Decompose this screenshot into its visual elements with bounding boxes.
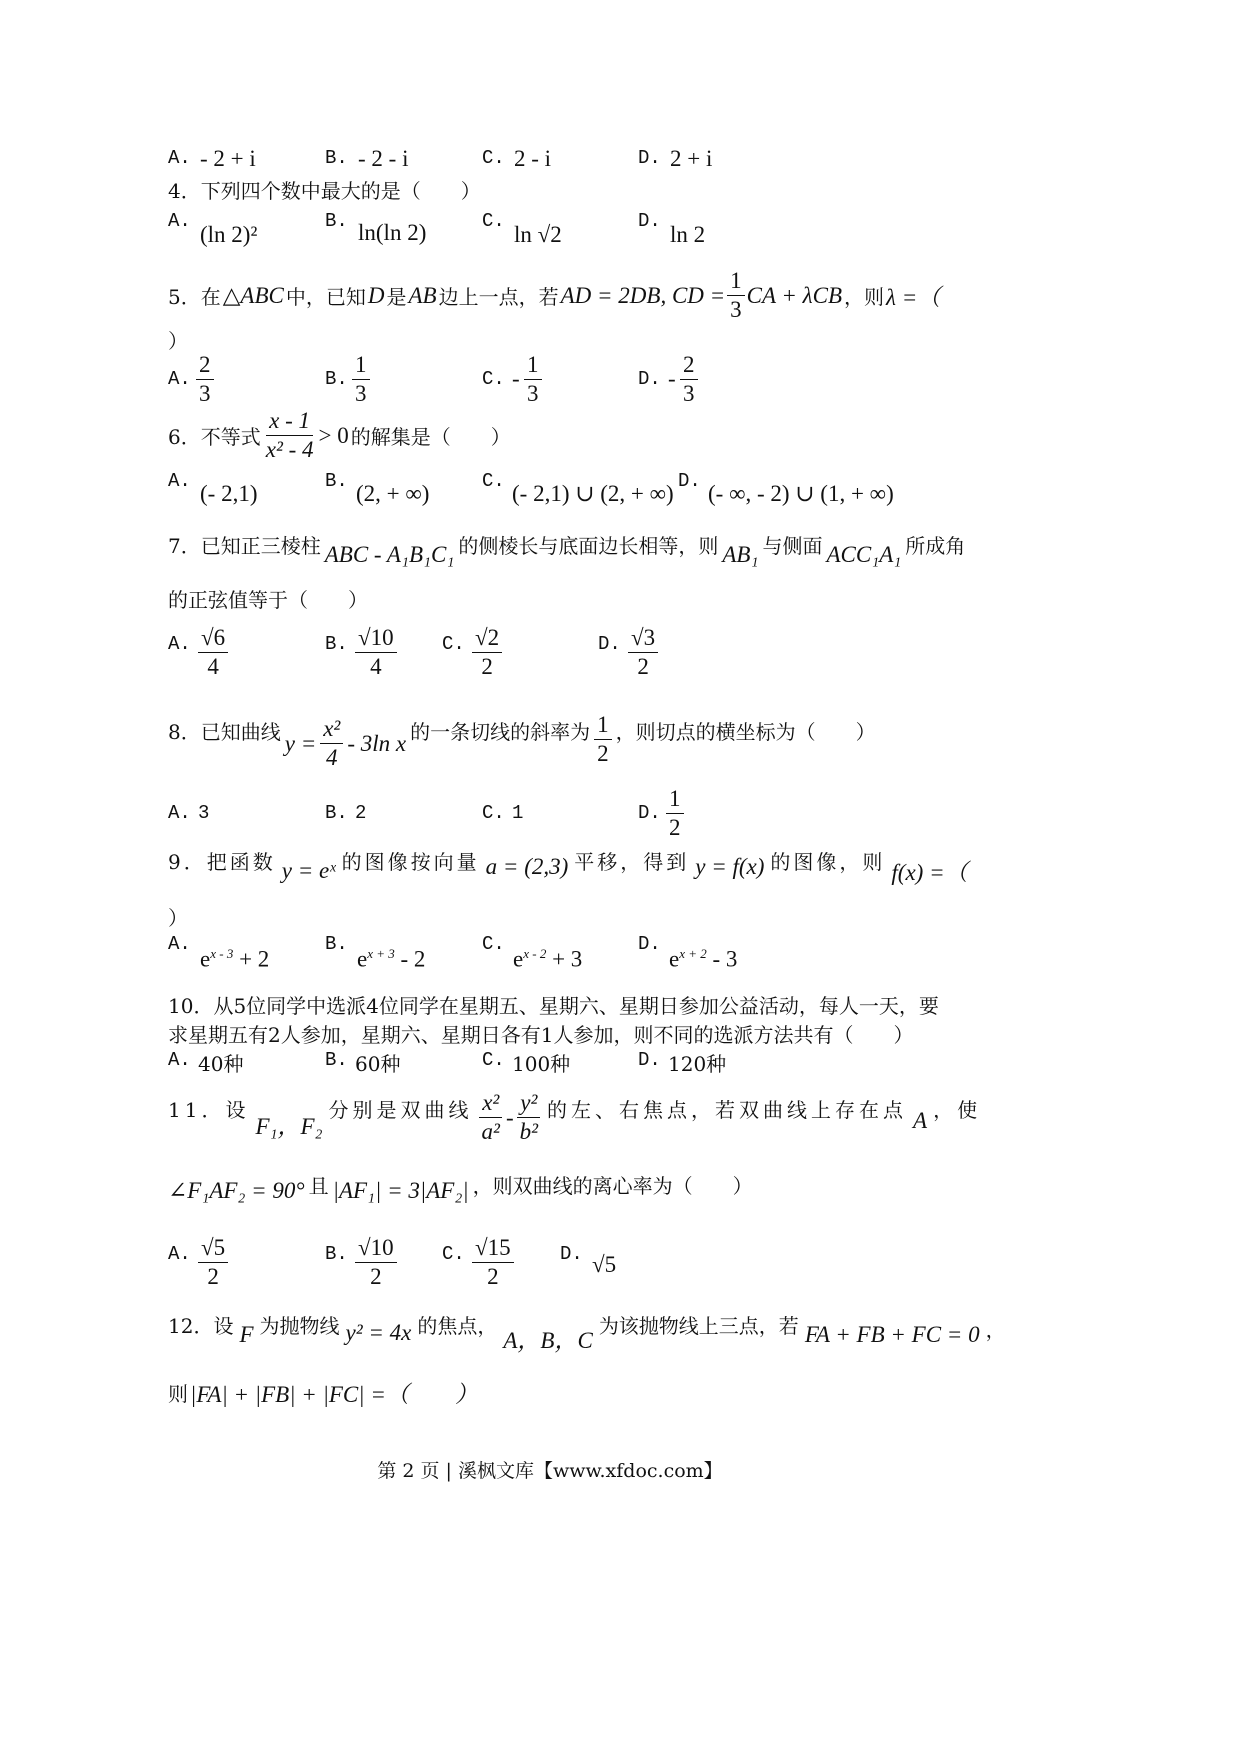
q12-text-1: 为抛物线 [259, 1314, 340, 1338]
q5-option-d-fraction: $\frac{2}{3}$ [680, 352, 698, 408]
q5-option-c-label: C. [482, 368, 505, 390]
q5-segment-ab: AB [408, 282, 437, 308]
q12-line-2 [168, 1376, 478, 1409]
q11-option-d-value: √5 [592, 1252, 617, 1277]
q8-stem [168, 712, 876, 772]
q11-text-5: ，则双曲线的离心率为（ ） [472, 1174, 753, 1198]
q6-option-b-label: B. [325, 470, 348, 492]
q6-option-c-label: C. [482, 470, 505, 492]
q8-curve [285, 716, 406, 772]
q3-option-b-value: - 2 - i [358, 146, 409, 171]
q10-option-a-value: 40种 [198, 1052, 244, 1076]
q9-option-c-value: $e^{x - 2} + 3$ [513, 946, 583, 972]
q9-text-3: 的图像，则 [770, 850, 886, 874]
q8-option-a-value: 3 [198, 802, 210, 824]
q4-option-b-value: ln(ln 2) [358, 220, 427, 245]
q5-lambda: λ =（ [886, 285, 941, 311]
q11-text-3: ，使 [933, 1098, 982, 1122]
q11-option-c-label: C. [442, 1243, 465, 1265]
q5-option-a-label: A. [168, 368, 191, 390]
q7-option-d-fraction: $\frac{√3}{2}$ [628, 625, 658, 681]
q7-edge: AB₁ [722, 541, 759, 567]
q11-point-a: A [913, 1108, 928, 1133]
q6-relation: > 0 [318, 422, 349, 448]
q11-abs: |AF₁| = 3|AF₂| [332, 1178, 469, 1203]
q11-option-c-fraction: $\frac{√15}{2}$ [472, 1235, 514, 1291]
q12-prefix: 12．设 [168, 1314, 234, 1338]
q10-line-1: 10．从5位同学中选派4位同学在星期五、星期六、星期日参加公益活动，每人一天，要 [168, 994, 939, 1018]
q8-text-2: ，则切点的横坐标为（ ） [615, 720, 876, 744]
q11-fraction-x: $\frac{\text{x²}}{\text{a²}}$ [479, 1090, 503, 1146]
q8-curve-tail: - 3ln x [347, 730, 407, 756]
q7-text-3: 所成角 [905, 534, 966, 558]
q11-fraction-y: $\frac{\text{y²}}{\text{b²}}$ [517, 1090, 541, 1146]
q3-option-d-value: 2 + i [670, 146, 713, 171]
q7-option-d-label: D. [598, 633, 621, 655]
q11-text-1: 分别是双曲线 [328, 1098, 473, 1122]
q4-option-a-value: (ln 2)² [200, 222, 258, 247]
q3-option-c-label: C. [482, 147, 505, 169]
q5-number: 5．在 [168, 285, 221, 310]
q12-focus: F [239, 1322, 254, 1347]
q7-option-b-fraction: $\frac{√10}{4}$ [355, 625, 397, 681]
q7-prism: ABC - A₁B₁C₁ [324, 541, 455, 567]
q9-text-1: 的图像按向量 [341, 850, 480, 874]
q9-prefix: 9．把函数 [168, 850, 276, 874]
q5-option-b-fraction: $\frac{1}{3}$ [352, 352, 370, 408]
q5-point-d: D [367, 282, 385, 308]
q3-option-c-value: 2 - i [514, 146, 552, 171]
q5-text-3: 边上一点，若 [438, 285, 559, 310]
q5-fraction: $\frac{1}{3}$ [727, 268, 745, 324]
q12-line-2-prefix: 则 [168, 1382, 188, 1406]
q8-curve-fraction: $\frac{\text{x²}}{4}$ [320, 716, 343, 772]
q11-option-b-fraction: $\frac{√10}{2}$ [355, 1235, 397, 1291]
q8-option-b-label: B. [325, 802, 348, 824]
q11-angle: ∠F₁AF₂ = 90° [168, 1178, 305, 1203]
q4-stem: 4．下列四个数中最大的是（ ） [168, 179, 481, 203]
q5-equation-left: AD = 2DB, CD = [560, 282, 726, 308]
q7-text-1: 的侧棱长与底面边长相等，则 [458, 534, 719, 558]
q11-option-a-fraction: $\frac{√5}{2}$ [198, 1235, 228, 1291]
q8-option-b-value: 2 [355, 802, 367, 824]
q5-text-2: 是 [386, 285, 407, 310]
q8-option-d-fraction: $\frac{1}{2}$ [666, 786, 684, 842]
q10-line-2: 求星期五有2人参加，星期六、星期日各有1人参加，则不同的选派方法共有（ ） [168, 1023, 914, 1047]
q6-stem [168, 408, 511, 464]
q9-option-a-label: A. [168, 933, 191, 955]
q9-fx: f(x) =（ [891, 860, 968, 885]
q9-option-a-value: $e^{x - 3} + 2$ [200, 946, 270, 972]
q10-option-c-label: C. [482, 1049, 505, 1071]
q6-option-a-value: (- 2,1) [200, 481, 258, 506]
q11-foci: F₁，F₂ [255, 1114, 323, 1139]
q11-stem [168, 1090, 982, 1146]
q12-parabola: y² = 4x [345, 1320, 412, 1345]
q9-option-d-label: D. [638, 933, 661, 955]
q9-vector: a = (2,3) [485, 854, 569, 879]
q5-text-1: 中，已知 [285, 285, 366, 310]
q6-option-d-value: (- ∞, - 2) ∪ (1, + ∞) [708, 481, 894, 506]
q5-triangle: △ABC [222, 282, 284, 308]
q11-option-b-label: B. [325, 1243, 348, 1265]
q9-option-b-label: B. [325, 933, 348, 955]
q6-option-b-value: (2, + ∞) [356, 481, 430, 506]
q5-option-d-label: D. [638, 368, 661, 390]
q8-option-c-label: C. [482, 802, 505, 824]
q5-close-paren: ） [168, 329, 188, 353]
q3-option-a-value: - 2 + i [200, 146, 256, 171]
q8-prefix: 8．已知曲线 [168, 720, 281, 744]
q10-option-b-label: B. [325, 1049, 348, 1071]
q5-equation-right: CA + λCB [746, 282, 843, 308]
q7-text-2: 与侧面 [762, 534, 823, 558]
q4-option-c-value: ln √2 [514, 222, 562, 247]
q11-text-2: 的左、右焦点，若双曲线上存在点 [547, 1098, 908, 1122]
q8-option-c-value: 1 [512, 802, 524, 824]
q7-option-c-label: C. [442, 633, 465, 655]
q12-vector-sum: FA + FB + FC = 0 [804, 1322, 980, 1347]
q7-stem [168, 530, 966, 567]
q10-option-c-value: 100种 [512, 1052, 571, 1076]
q11-minus: - [505, 1104, 514, 1130]
q5-stem [168, 268, 940, 324]
q7-option-a-fraction: $\frac{√6}{4}$ [198, 625, 228, 681]
q9-stem [168, 846, 968, 887]
q9-close-paren: ） [168, 906, 188, 930]
q6-option-d-label: D. [678, 470, 701, 492]
q12-text-2: 的焦点， [417, 1314, 498, 1338]
q6-fraction: $\frac{x - 1}{\text{x² - 4}}$ [265, 408, 314, 463]
q4-option-d-label: D. [638, 210, 661, 232]
q10-option-d-value: 120种 [668, 1052, 727, 1076]
q8-slope-fraction: $\frac{1}{2}$ [594, 712, 612, 768]
q7-option-c-fraction: $\frac{√2}{2}$ [472, 625, 502, 681]
q10-option-b-value: 60种 [355, 1052, 401, 1076]
q6-suffix: 的解集是（ ） [350, 425, 511, 450]
q8-y-eq: y = [284, 730, 317, 756]
q4-option-b-label: B. [325, 210, 348, 232]
q9-text-2: 平移，得到 [574, 850, 690, 874]
q12-comma: ， [985, 1318, 1006, 1342]
q7-face: ACC₁A₁ [826, 541, 902, 567]
q12-stem [168, 1310, 1006, 1355]
page-footer: 第 2 页 | 溪枫文库【www.xfdoc.com】 [377, 1460, 723, 1482]
q6-option-c-value: (- 2,1) ∪ (2, + ∞) [512, 481, 674, 506]
q9-option-c-label: C. [482, 933, 505, 955]
q9-option-b-value: $e^{x + 3} - 2$ [357, 946, 426, 972]
q8-option-a-label: A. [168, 802, 191, 824]
q10-option-a-label: A. [168, 1049, 191, 1071]
q7-option-b-label: B. [325, 633, 348, 655]
q3-option-a-label: A. [168, 147, 191, 169]
q11-stem-line-2 [168, 1170, 753, 1204]
q11-option-d-label: D. [560, 1243, 583, 1265]
q12-text-3: 为该抛物线上三点，若 [598, 1314, 799, 1338]
q9-option-d-value: $e^{x + 2} - 3$ [669, 946, 738, 972]
q9-f: y = f(x) [695, 854, 765, 879]
q6-prefix: 6．不等式 [168, 425, 261, 450]
q8-text-1: 的一条切线的斜率为 [410, 720, 591, 744]
q3-option-d-label: D. [638, 147, 661, 169]
q7-prefix: 7．已知正三棱柱 [168, 534, 321, 558]
q9-function: y = eˣ [281, 858, 336, 883]
q12-line-2-expression: |FA| + |FB| + |FC| =（ ） [190, 1382, 478, 1407]
q5-option-d-sign: - [668, 366, 676, 391]
q11-option-a-label: A. [168, 1243, 191, 1265]
q4-option-a-label: A. [168, 210, 191, 232]
q7-line-2: 的正弦值等于（ ） [168, 588, 368, 612]
q11-hyperbola [479, 1090, 541, 1146]
q11-text-4: 且 [308, 1174, 329, 1198]
q5-option-c-fraction: $\frac{1}{3}$ [524, 352, 542, 408]
q8-option-d-label: D. [638, 802, 661, 824]
q12-points: A，B，C [503, 1328, 593, 1353]
q4-option-d-value: ln 2 [670, 222, 706, 247]
q5-option-a-fraction: $\frac{2}{3}$ [196, 352, 214, 408]
q5-text-4: ，则 [844, 285, 885, 310]
q10-option-d-label: D. [638, 1049, 661, 1071]
q5-option-b-label: B. [325, 368, 348, 390]
q6-option-a-label: A. [168, 470, 191, 492]
q7-option-a-label: A. [168, 633, 191, 655]
q4-option-c-label: C. [482, 210, 505, 232]
q5-option-c-sign: - [512, 366, 520, 391]
q3-option-b-label: B. [325, 147, 348, 169]
q11-prefix: 11．设 [168, 1098, 250, 1122]
